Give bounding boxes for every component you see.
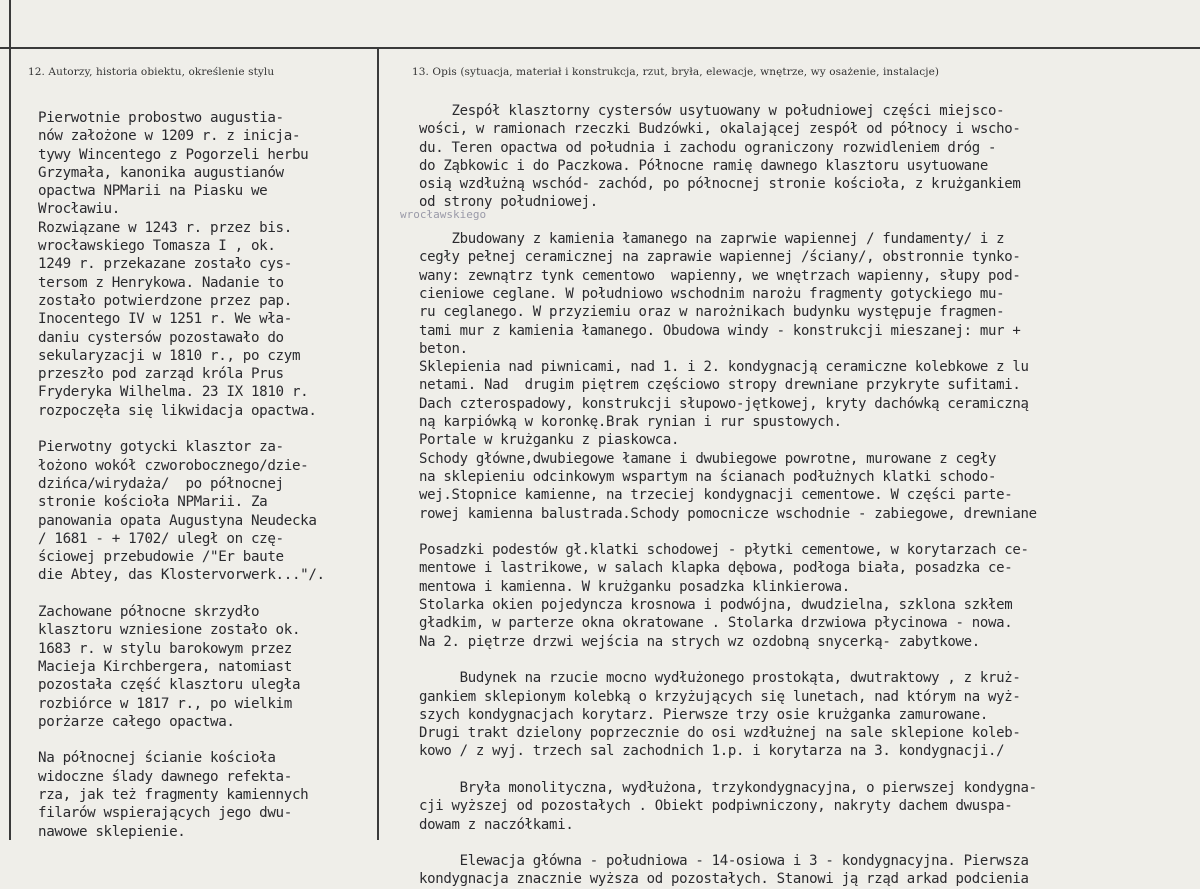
description-text-line: netami. Nad drugim piętrem częściowo stropy drewniane przykryte sufitami.: [419, 377, 1021, 394]
description-text-line: Posadzki podestów gł.klatki schodowej - płytki cementowe, w korytarzach ce-: [419, 542, 1029, 559]
description-text-line: Zespół klasztorny cystersów usytuowany w południowej części miejsco-: [419, 103, 1005, 119]
history-text-line: Grzymała, kanonika augustianów: [38, 164, 284, 181]
description-text-line: [419, 523, 1199, 541]
faint-overprint: wrocławskiego: [400, 208, 487, 221]
history-text-line: Fryderyka Wilhelma. 23 IX 1810 r.: [38, 384, 309, 401]
history-text-line: 1249 r. przekazane zostało cys-: [38, 256, 292, 273]
history-text-line: rozbiórce w 1817 r., po wielkim: [38, 695, 292, 712]
description-text-line: rowej kamienna balustrada.Schody pomocnicze wschodnie - zabiegowe, drewniane: [419, 505, 1037, 522]
history-text-line: Inocentego IV w 1251 r. We wła-: [38, 311, 292, 328]
history-text-line: opactwa NPMarii na Piasku we: [38, 183, 268, 200]
history-text-line: dzińca/wirydaża/ po północnej: [38, 475, 284, 492]
description-text-line: du. Teren opactwa od południa i zachodu ograniczony rozwidleniem dróg -: [419, 139, 997, 156]
history-text-line: / 1681 - + 1702/ uległ on czę-: [38, 530, 284, 547]
description-text-line: cieniowe ceglane. W południowo wschodnim narożu fragmenty gotyckiego mu-: [419, 285, 1005, 302]
description-text-line: [419, 761, 1199, 779]
description-text-line: mentowe i lastrikowe, w salach klapka dębowa, podłoga biała, posadzka ce-: [419, 560, 1013, 577]
description-text-line: cji wyższej od pozostałych . Obiekt podpiwniczony, nakryty dachem dwuspa-: [419, 798, 1013, 815]
description-text-line: gankiem sklepionym kolebką o krzyżujących się lunetach, nad którym na wyż-: [419, 688, 1021, 705]
history-text-line: tywy Wincentego z Pogorzeli herbu: [38, 146, 309, 163]
history-text-line: Wrocławiu.: [38, 201, 120, 218]
description-text-line: ru ceglanego. W przyziemiu oraz w narożnikach budynku występuje fragmen-: [419, 304, 1005, 321]
description-text-line: wej.Stopnice kamienne, na trzeciej kondygnacji cementowe. W części parte-: [419, 487, 1013, 504]
description-text-line: Portale w krużganku z piaskowca.: [419, 432, 680, 449]
description-text-line: beton.: [419, 340, 468, 357]
history-text-line: pozostała część klasztoru uległa: [38, 677, 301, 694]
description-text-line: mentowa i kamienna. W krużganku posadzka klinkierowa.: [419, 578, 850, 595]
history-text-line: Pierwotny gotycki klasztor za-: [38, 439, 284, 456]
description-text-line: na sklepieniu odcinkowym wspartym na ścianach podłużnych klatki schodo-: [419, 468, 997, 485]
history-text-line: widoczne ślady dawnego refekta-: [38, 768, 292, 785]
history-text-line: Rozwiązane w 1243 r. przez bis.: [38, 219, 292, 236]
history-text-line: Pierwotnie probostwo augustia-: [38, 110, 284, 126]
history-text-line: rozpoczęła się likwidacja opactwa.: [38, 402, 317, 419]
history-text-line: wrocławskiego Tomasza I , ok.: [38, 238, 276, 255]
history-text-line: panowania opata Augustyna Neudecka: [38, 512, 317, 529]
history-text-line: Macieja Kirchbergera, natomiast: [38, 658, 292, 675]
history-text-line: [38, 585, 376, 603]
history-text-line: nów założone w 1209 r. z inicja-: [38, 128, 301, 145]
description-text-line: Schody główne,dwubiegowe łamane i dwubiegowe powrotne, murowane z cegły: [419, 450, 997, 467]
description-text-line: do Ząbkowic i do Paczkowa. Północne ramię dawnego klasztoru usytuowane: [419, 157, 989, 174]
right-column-header: 13. Opis (sytuacja, materiał i konstrukcja, rzut, bryła, elewacje, wnętrze, wy osażenie, instalacje): [412, 66, 940, 78]
description-text-line: Budynek na rzucie mocno wydłużonego prostokąta, dwutraktowy , z kruż-: [419, 670, 1021, 687]
description-text-line: dowam z naczółkami.: [419, 816, 574, 833]
description-text-line: [419, 834, 1199, 852]
description-text-line: kondygnacja znacznie wyższa od pozostałych. Stanowi ją rząd arkad podcienia: [419, 871, 1029, 888]
description-text-line: wany: zewnątrz tynk cementowo wapienny, we wnętrzach wapienny, słupy pod-: [419, 267, 1021, 284]
history-text-line: porżarze całego opactwa.: [38, 713, 235, 730]
description-text-line: [419, 651, 1199, 669]
description-text-line: ną karpiówką w koronkę.Brak rynian i rur spustowych.: [419, 414, 842, 431]
history-text-line: die Abtey, das Klostervorwerk..."/.: [38, 567, 325, 584]
description-text-line: Zbudowany z kamienia łamanego na zaprwie wapiennej / fundamenty/ i z: [419, 231, 1005, 248]
description-text-line: osią wzdłużną wschód- zachód, po północnej stronie kościoła, z krużgankiem: [419, 176, 1021, 193]
history-text-line: [38, 420, 376, 438]
history-text-line: przeszło pod zarząd króla Prus: [38, 366, 284, 383]
description-text-line: Stolarka okien pojedyncza krosnowa i podwójna, dwudzielna, szklona szkłem: [419, 597, 1013, 614]
description-text-line: Drugi trakt dzielony poprzecznie do osi wzdłużnej na sale sklepione koleb-: [419, 725, 1021, 742]
description-text-line: [419, 212, 1199, 230]
history-text-line: łożono wokół czworobocznego/dzie-: [38, 457, 309, 474]
history-text-line: ściowej przebudowie /"Er baute: [38, 549, 284, 566]
description-text-line: Sklepienia nad piwnicami, nad 1. i 2. kondygnacją ceramiczne kolebkowe z lu: [419, 359, 1029, 376]
history-text-line: nawowe sklepienie.: [38, 823, 186, 840]
column-divider: [377, 47, 379, 840]
history-text-line: tersom z Henrykowa. Nadanie to: [38, 274, 284, 291]
description-text-line: wości, w ramionach rzeczki Budzówki, okalającej zespół od północy i wscho-: [419, 121, 1021, 138]
description-text-line: Na 2. piętrze drzwi wejścia na strych wz ozdobną snycerką- zabytkowe.: [419, 633, 980, 650]
description-text-line: szych kondygnacjach korytarz. Pierwsze trzy osie krużganka zamurowane.: [419, 706, 989, 723]
description-text-line: kowo / z wyj. trzech sal zachodnich 1.p. i korytarza na 3. kondygnacji./: [419, 743, 1005, 760]
history-text-line: daniu cystersów pozostawało do: [38, 329, 284, 346]
history-text-line: Zachowane północne skrzydło: [38, 604, 260, 621]
description-text-line: Bryła monolityczna, wydłużona, trzykondygnacyjna, o pierwszej kondygna-: [419, 779, 1037, 796]
history-text-line: rza, jak też fragmenty kamiennych: [38, 786, 309, 803]
left-margin-rule: [9, 0, 11, 840]
description-text-line: cegły pełnej ceramicznej na zaprawie wapiennej /ściany/, obstronnie tynko-: [419, 249, 1021, 266]
top-rule: [0, 47, 1200, 49]
left-column-header: 12. Autorzy, historia obiektu, określenie stylu: [28, 66, 275, 78]
history-text-line: 1683 r. w stylu barokowym przez: [38, 640, 292, 657]
history-text-line: sekularyzacji w 1810 r., po czym: [38, 347, 301, 364]
description-text-line: od strony południowej.: [419, 194, 598, 211]
description-text-line: Dach czterospadowy, konstrukcji słupowo-jętkowej, kryty dachówką ceramiczną: [419, 395, 1029, 412]
history-text-line: Na północnej ścianie kościoła: [38, 750, 276, 767]
description-text-line: tami mur z kamienia łamanego. Obudowa windy - konstrukcji mieszanej: mur +: [419, 322, 1021, 339]
history-text-column: [38, 109, 376, 841]
history-text-line: klasztoru wzniesione zostało ok.: [38, 622, 301, 639]
history-text-line: zostało potwierdzone przez pap.: [38, 292, 292, 309]
history-text-line: filarów wspierających jego dwu-: [38, 805, 292, 822]
description-text-line: gładkim, w parterze okna okratowane . Stolarka drzwiowa płycinowa - nowa.: [419, 615, 1013, 632]
history-text-line: [38, 731, 376, 749]
history-text-line: stronie kościoła NPMarii. Za: [38, 494, 268, 511]
description-text-column: [419, 102, 1199, 889]
description-text-line: Elewacja główna - południowa - 14-osiowa i 3 - kondygnacyjna. Pierwsza: [419, 853, 1029, 870]
